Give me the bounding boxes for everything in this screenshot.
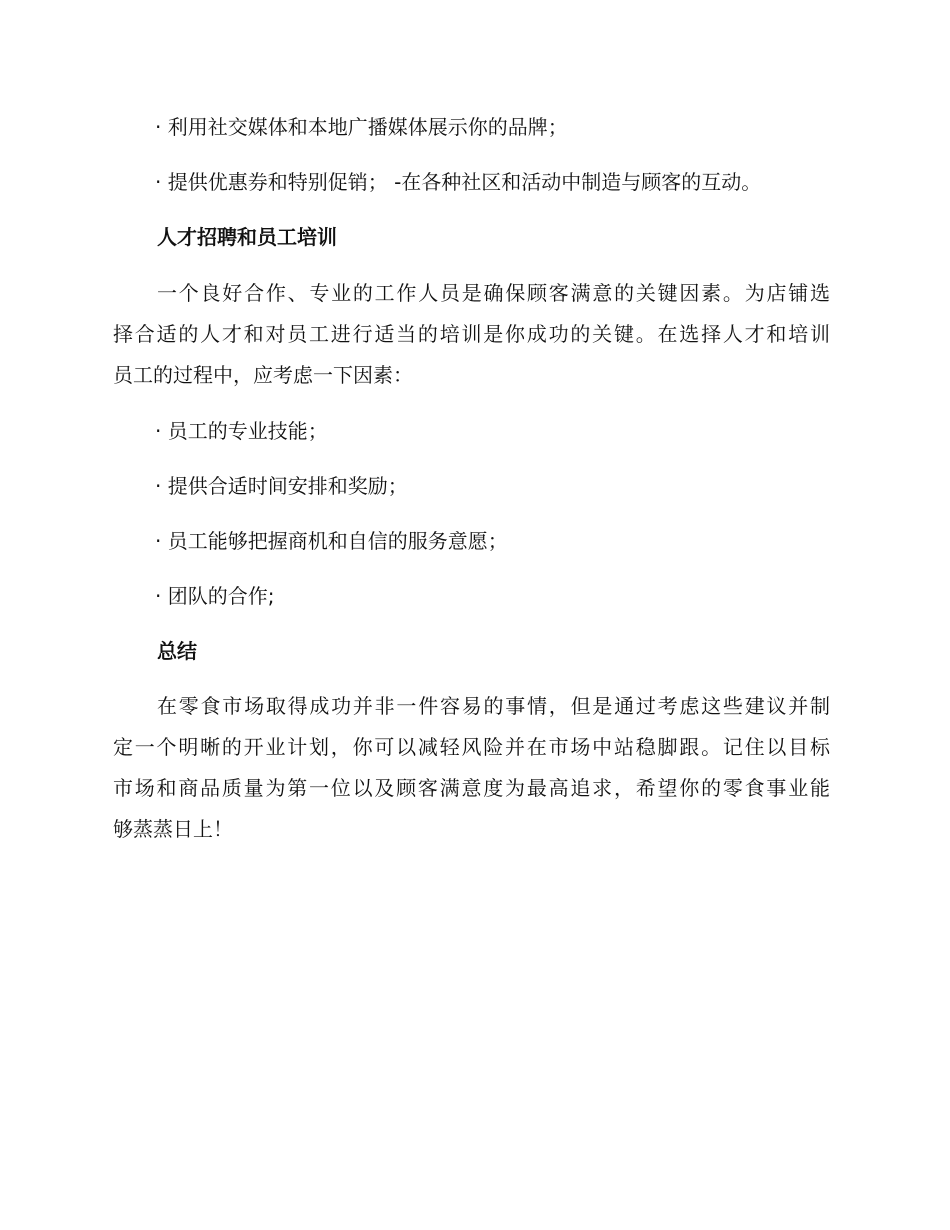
talent-paragraph-line-1: 一个良好合作、专业的工作人员是确保顾客满意的关键因素。为店铺选	[157, 281, 830, 305]
heading-talent-training: 人才招聘和员工培训	[157, 225, 337, 249]
bullet-schedule-rewards: · 提供合适时间安排和奖励；	[155, 474, 408, 498]
talent-paragraph-line-2: 择合适的人才和对员工进行适当的培训是你成功的关键。在选择人才和培训	[113, 322, 830, 346]
bullet-service-willingness: · 员工能够把握商机和自信的服务意愿；	[155, 529, 508, 553]
talent-paragraph-line-3: 员工的过程中，应考虑一下因素：	[113, 363, 413, 387]
heading-summary: 总结	[157, 639, 197, 663]
bullet-teamwork: · 团队的合作;	[155, 584, 275, 608]
bullet-social-media: · 利用社交媒体和本地广播媒体展示你的品牌；	[155, 115, 568, 139]
summary-paragraph-line-1: 在零食市场取得成功并非一件容易的事情，但是通过考虑这些建议并制	[157, 694, 830, 718]
bullet-coupons-promotions: · 提供优惠券和特别促销； -在各种社区和活动中制造与顾客的互动。	[155, 170, 762, 194]
summary-paragraph-line-3: 市场和商品质量为第一位以及顾客满意度为最高追求，希望你的零食事业能	[113, 776, 830, 800]
bullet-professional-skills: · 员工的专业技能；	[155, 419, 328, 443]
summary-paragraph-line-2: 定一个明晰的开业计划，你可以减轻风险并在市场中站稳脚跟。记住以目标	[113, 735, 830, 759]
summary-paragraph-line-4: 够蒸蒸日上！	[113, 817, 233, 841]
